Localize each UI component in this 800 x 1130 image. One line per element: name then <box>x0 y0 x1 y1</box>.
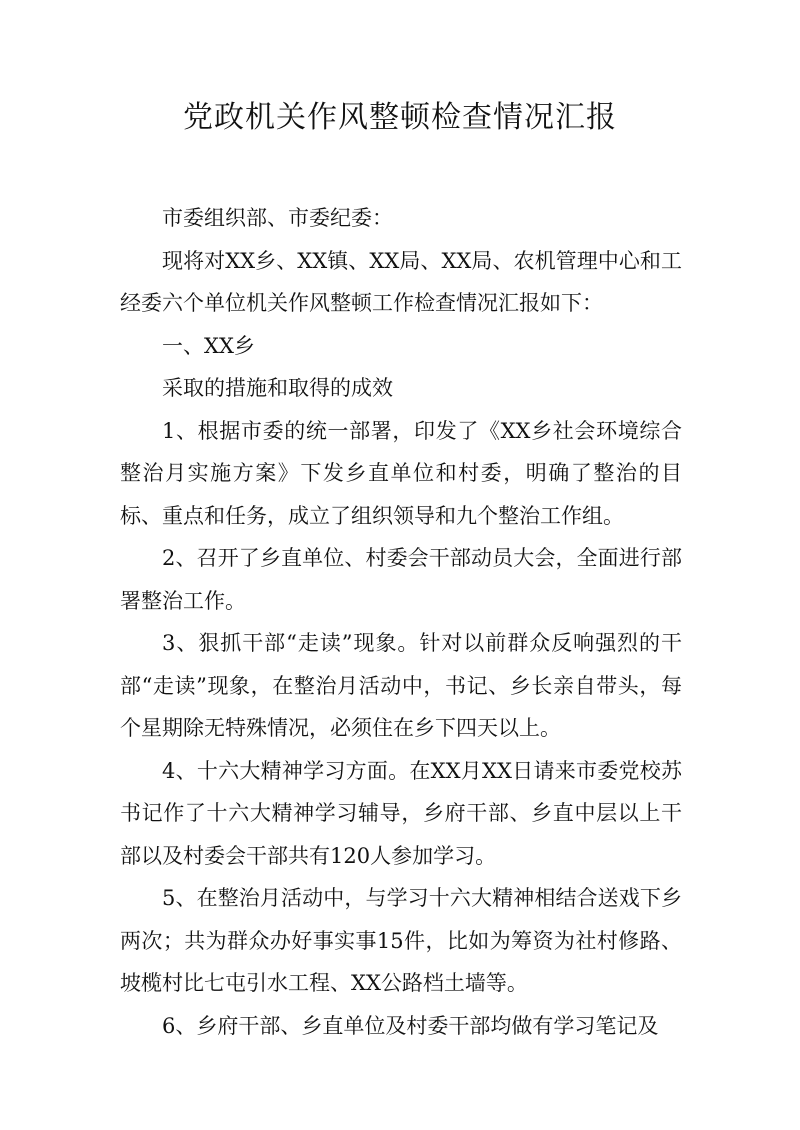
paragraph-item-2: 2、召开了乡直单位、村委会干部动员大会，全面进行部署整治工作。 <box>120 546 682 613</box>
paragraph-item-5: 5、在整治月活动中，与学习十六大精神相结合送戏下乡两次；共为群众办好事实事15件，比如为筹资为社村修路、坡榄村比七屯引水工程、XX公路档土墙等。 <box>120 886 682 995</box>
subsection-heading: 采取的措施和取得的成效 <box>162 376 393 400</box>
paragraph-item-6: 6、乡府干部、乡直单位及村委干部均做有学习笔记及 <box>162 1013 659 1038</box>
paragraph-item-3: 3、狠抓干部“走读”现象。针对以前群众反响强烈的干部“走读”现象，在整治月活动中，书记、乡长亲自带头，每个星期除无特殊情况，必须住在乡下四天以上。 <box>120 631 682 740</box>
salutation: 市委组织部、市委纪委： <box>162 206 393 230</box>
paragraph-intro: 现将对XX乡、XX镇、XX局、XX局、农机管理中心和工经委六个单位机关作风整顿工作检查情况汇报如下： <box>120 248 682 315</box>
document-body <box>120 197 682 1047</box>
paragraph-item-4: 4、十六大精神学习方面。在XX月XX日请来市委党校苏书记作了十六大精神学习辅导，乡府干部、乡直中层以上干部以及村委会干部共有120人参加学习。 <box>120 758 682 868</box>
document-title: 党政机关作风整顿检查情况汇报 <box>183 100 617 135</box>
section-heading: 一、XX乡 <box>162 333 255 358</box>
paragraph-item-1: 1、根据市委的统一部署，印发了《XX乡社会环境综合整治月实施方案》下发乡直单位和村委，明确了整治的目标、重点和任务，成立了组织领导和九个整治工作组。 <box>120 418 682 528</box>
